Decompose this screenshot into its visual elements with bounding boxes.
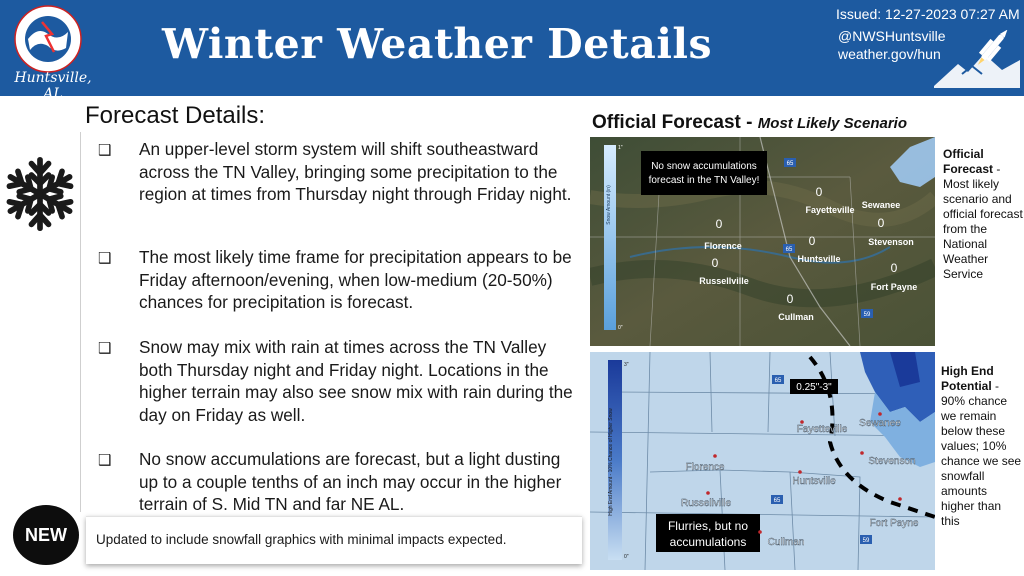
svg-text:65: 65	[774, 378, 782, 384]
city-fayetteville: Fayetteville	[796, 424, 848, 435]
contour-label: 0.25"-3"	[796, 382, 832, 393]
svg-text:65: 65	[786, 161, 794, 167]
legend-label: High End Amount - 10% Chance of Higher Snow	[608, 408, 614, 516]
checkbox-bullet-icon: ❑	[98, 451, 112, 469]
new-badge: NEW	[13, 505, 79, 565]
city-sewanee: Sewanee	[859, 418, 901, 429]
svg-text:59: 59	[863, 312, 871, 318]
page-title: Winter Weather Details	[162, 20, 713, 68]
value-huntsville: 0	[808, 234, 816, 248]
legend-label: Snow Amount (in)	[606, 185, 612, 225]
city-huntsville: Huntsville	[797, 254, 841, 264]
rocket-mountain-icon	[932, 30, 1022, 90]
official-forecast-map	[590, 137, 935, 346]
legend-top: 3"	[624, 362, 629, 368]
list-item: ❑ Snow may mix with rain at times across the TN Valley both Thursday night and Friday night. Locations in the higher terrain may also see snow mix with rain during the day on Friday as well.	[98, 337, 573, 425]
checkbox-bullet-icon: ❑	[98, 141, 112, 159]
city-fayetteville: Fayetteville	[805, 205, 855, 215]
nws-logo-icon	[6, 4, 90, 74]
website-link[interactable]: weather.gov/hun	[838, 46, 941, 62]
column-divider	[80, 132, 81, 512]
city-huntsville: Huntsville	[792, 476, 836, 487]
snowflake-icon	[2, 156, 78, 232]
value-cullman: 0	[786, 292, 794, 306]
city-stevenson: Stevenson	[868, 237, 914, 247]
checkbox-bullet-icon: ❑	[98, 249, 112, 267]
city-russellville: Russellville	[699, 276, 749, 286]
header-banner	[0, 0, 1024, 102]
forecast-details-heading: Forecast Details:	[85, 102, 266, 129]
high-end-potential-description: High End Potential - 90% chance we remain below these values; 10% chance we see snowfall amounts higher than this	[941, 364, 1022, 528]
city-fort-payne-2: Fort Payne	[869, 518, 919, 529]
checkbox-bullet-icon: ❑	[98, 339, 112, 357]
value-sewanee: 0	[877, 216, 885, 230]
issued-timestamp: Issued: 12-27-2023 07:27 AM	[836, 6, 1020, 22]
legend-bottom: 0"	[618, 325, 623, 331]
value-florence: 0	[715, 217, 723, 231]
city-sewanee: Sewanee	[861, 200, 901, 210]
value-russellville: 0	[711, 256, 719, 270]
update-note: Updated to include snowfall graphics with minimal impacts expected.	[86, 516, 582, 564]
value-fort-payne: 0	[890, 261, 898, 275]
legend-bottom: 0"	[624, 554, 629, 560]
city-florence: Florence	[685, 462, 725, 473]
city-cullman: Cullman	[767, 537, 805, 548]
high-end-potential-map	[590, 352, 935, 570]
map-note-line2: forecast in the TN Valley!	[648, 175, 760, 186]
map-note-line1: No snow accumulations	[651, 161, 757, 172]
list-item: ❑ No snow accumulations are forecast, but a light dusting up to a couple tenths of an inch may occur in the higher terrain of S. Mid TN and far NE AL.	[98, 449, 562, 514]
city-stevenson: Stevenson	[868, 456, 916, 467]
flurries-note-line1: Flurries, but no	[667, 519, 749, 533]
list-item: ❑ An upper-level storm system will shift southeastward across the TN Valley, bringing some precipitation to the region at times from Thursday night through Friday night.	[98, 139, 572, 204]
city-cullman: Cullman	[778, 312, 814, 322]
official-forecast-description: Official Forecast - Most likely scenario and official forecast from the National Weather Service	[943, 147, 1023, 281]
svg-text:65: 65	[773, 498, 781, 504]
city-fort-payne-1: Fort Payne	[870, 282, 918, 292]
legend-top: 1"	[618, 145, 623, 151]
office-name: Huntsville, AL	[14, 70, 92, 102]
value-fayetteville: 0	[815, 185, 823, 199]
svg-text:59: 59	[862, 538, 870, 544]
city-florence: Florence	[704, 241, 742, 251]
flurries-note-line2: accumulations	[669, 535, 747, 549]
svg-text:65: 65	[785, 247, 793, 253]
social-handle: @NWSHuntsville	[838, 28, 946, 44]
official-forecast-heading: Official Forecast - Most Likely Scenario	[592, 112, 907, 133]
city-russellville: Russellville	[680, 498, 732, 509]
list-item: ❑ The most likely time frame for precipitation appears to be Friday afternoon/evening, when low-medium (20-50%) chances for precipitation is forecast.	[98, 247, 572, 312]
